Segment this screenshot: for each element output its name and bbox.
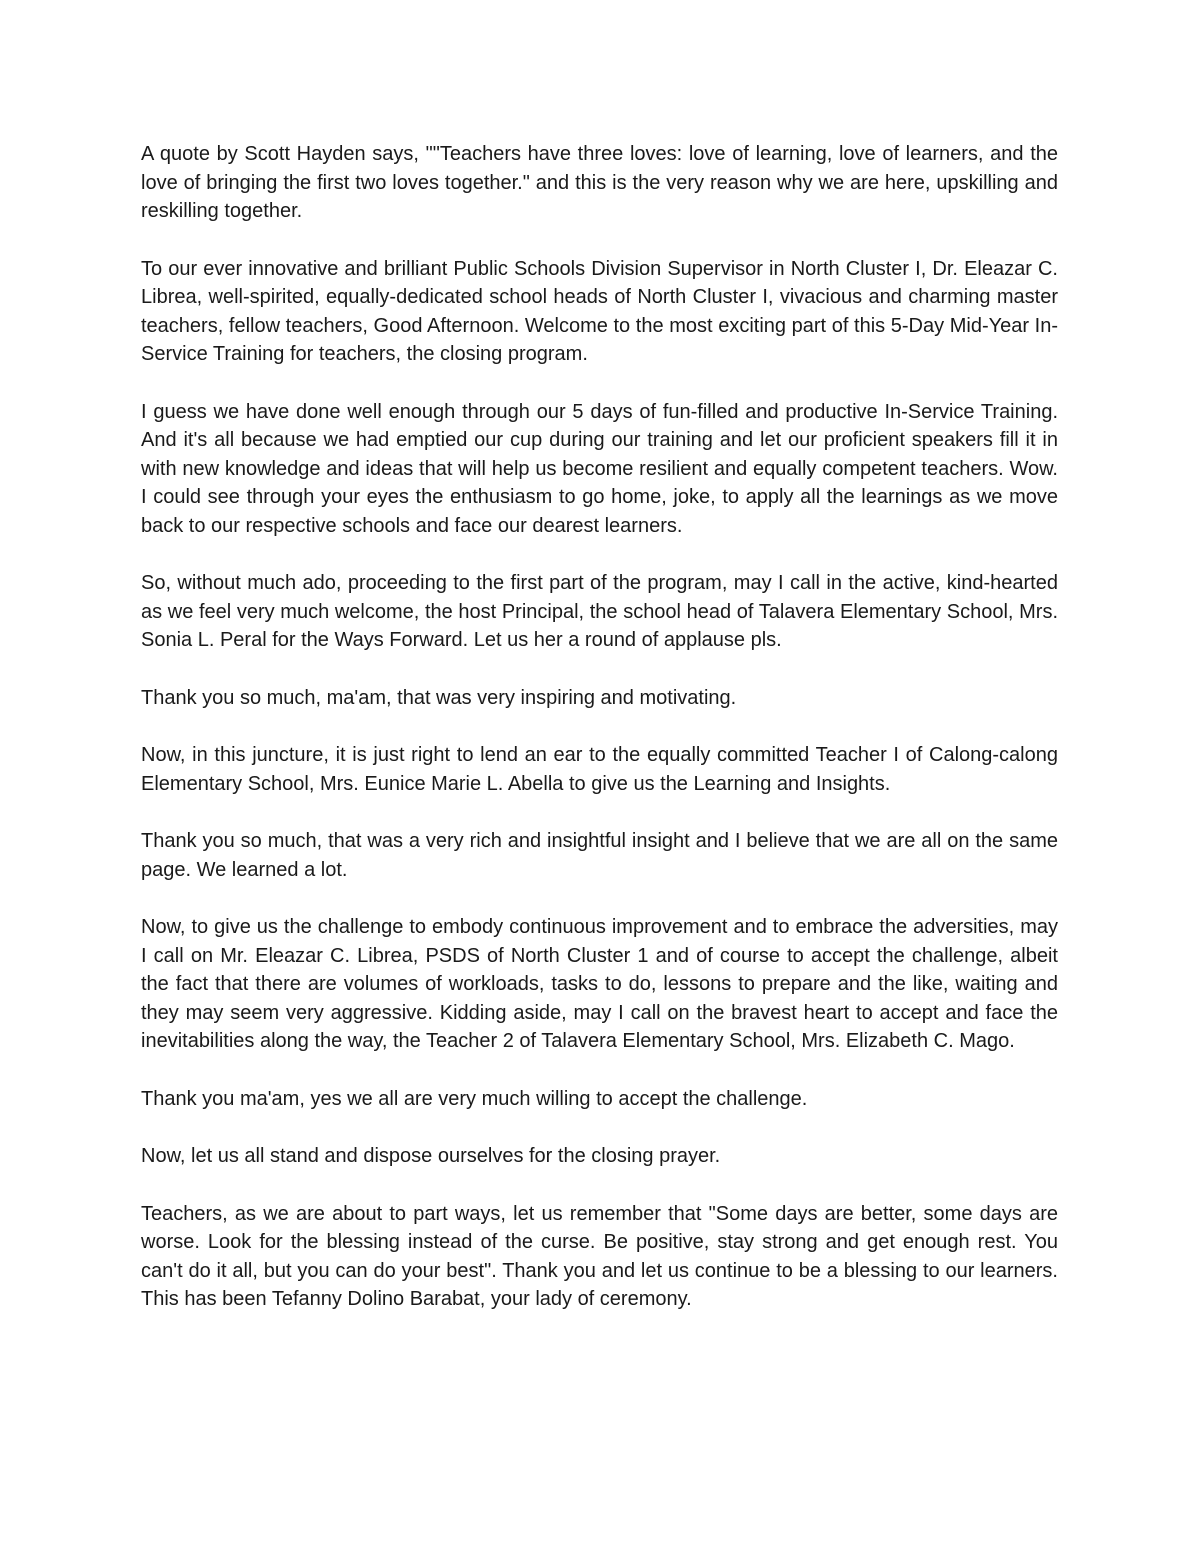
- paragraph-learning-insights: Now, in this juncture, it is just right to lend an ear to the equally committed Teacher I of Calong-calong Elementary School, Mrs. Eunice Marie L. Abella to give us the Learning and Insights.: [141, 744, 1058, 795]
- paragraph-opening-quote: A quote by Scott Hayden says, ""Teachers have three loves: love of learning, love of learners, and the love of bringing the first two loves together." and this is the very reason why we are here, upskilling and reskilling together.: [141, 143, 1058, 222]
- paragraph-training-recap: I guess we have done well enough through our 5 days of fun-filled and productive In-Service Training. And it's all because we had emptied our cup during our training and let our proficient speakers fill it in with new knowledge and ideas that will help us become resilient and equally competent teachers. Wow. I could see through your eyes the enthusiasm to go home, joke, to apply all the learnings as we move back to our respective schools and face our dearest learners.: [141, 400, 1058, 537]
- paragraph-thanks-principal: Thank you so much, ma'am, that was very inspiring and motivating.: [141, 686, 737, 709]
- paragraph-closing-prayer: Now, let us all stand and dispose ourselves for the closing prayer.: [141, 1145, 721, 1167]
- paragraph-ways-forward: So, without much ado, proceeding to the first part of the program, may I call in the active, kind-hearted as we feel very much welcome, the host Principal, the school head of Talavera Elementary School, Mrs. Sonia L. Peral for the Ways Forward. Let us her a round of applause pls.: [141, 572, 1058, 651]
- paragraph-farewell: Teachers, as we are about to part ways, let us remember that "Some days are better, some days are worse. Look for the blessing instead of the curse. Be positive, stay strong and get enough rest. You can't do it all, but you can do your best". Thank you and let us continue to be a blessing to our learners. This has been Tefanny Dolino Barabat, your lady of ceremony.: [141, 1202, 1058, 1310]
- paragraph-challenge: Now, to give us the challenge to embody continuous improvement and to embrace the adversities, may I call on Mr. Eleazar C. Librea, PSDS of North Cluster 1 and of course to accept the challenge, albeit the fact that there are volumes of workloads, tasks to do, lessons to prepare and the like, waiting and they may seem very aggressive. Kidding aside, may I call on the bravest heart to accept and face the inevitabilities along the way, the Teacher 2 of Talavera Elementary School, Mrs. Elizabeth C. Mago.: [141, 916, 1058, 1052]
- paragraph-greeting: To our ever innovative and brilliant Public Schools Division Supervisor in North Cluster I, Dr. Eleazar C. Librea, well-spirited, equally-dedicated school heads of North Cluster I, vivacious and charming master teachers, fellow teachers, Good Afternoon. Welcome to the most exciting part of this 5-Day Mid-Year In-Service Training for teachers, the closing program.: [141, 257, 1058, 365]
- document-body: [141, 140, 1058, 1314]
- paragraph-thanks-insights: Thank you so much, that was a very rich and insightful insight and I believe that we are all on the same page. We learned a lot.: [141, 830, 1058, 881]
- paragraph-accept-challenge: Thank you ma'am, yes we all are very much willing to accept the challenge.: [141, 1087, 808, 1110]
